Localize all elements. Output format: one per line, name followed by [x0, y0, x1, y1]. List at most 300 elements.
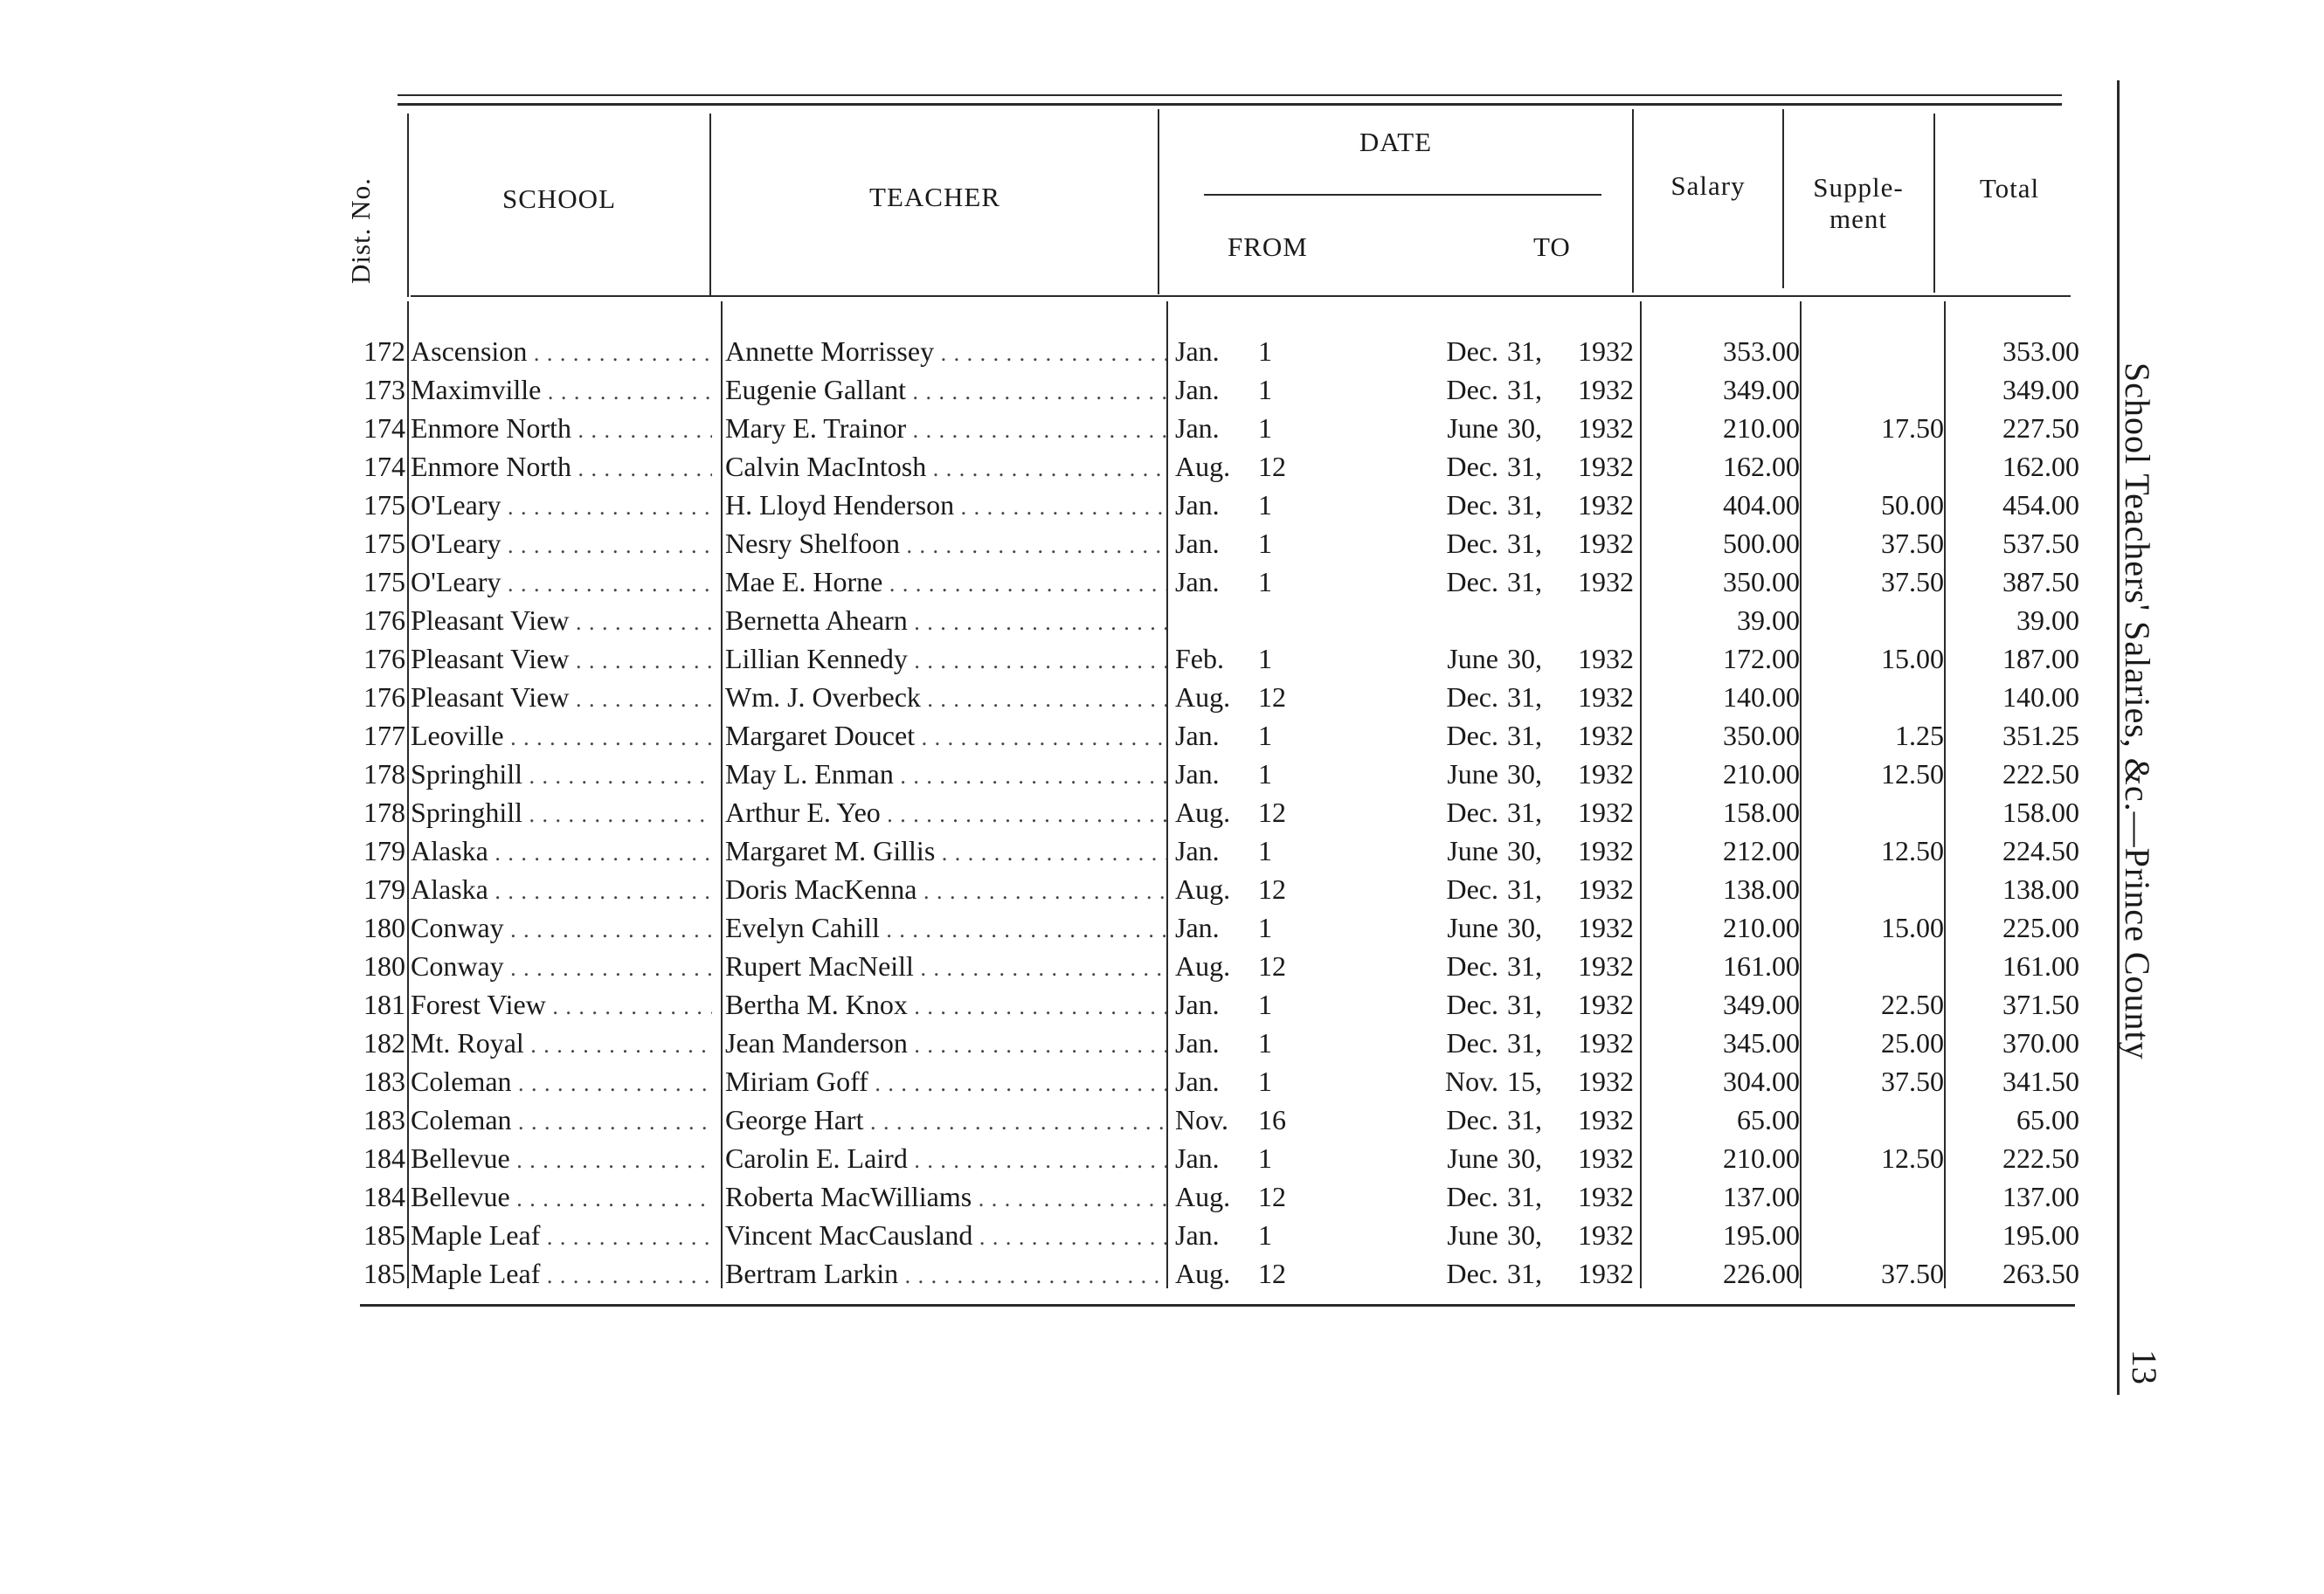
teacher-cell: Doris MacKenna . . . — [725, 873, 1166, 906]
salary-cell: 195.00 — [1723, 1219, 1800, 1251]
to-year-cell: 1932 — [1578, 566, 1634, 597]
total-cell: 351.25 — [2002, 720, 2079, 751]
total-cell: 227.50 — [2002, 412, 2079, 444]
salary-table-body — [0, 330, 2324, 1291]
to-month-cell: Dec. — [1446, 1027, 1498, 1059]
to-day-cell: 31, — [1507, 797, 1542, 828]
to-year-cell: 1932 — [1578, 374, 1634, 405]
to-year-cell: 1932 — [1578, 528, 1634, 559]
dist-cell: 184 — [363, 1142, 405, 1174]
from-day-cell: 1 — [1258, 374, 1272, 405]
supplement-cell: 37.50 — [1881, 1066, 1944, 1097]
to-month-cell: Dec. — [1446, 681, 1498, 713]
total-cell: 371.50 — [2002, 989, 2079, 1020]
to-year-cell: 1932 — [1578, 1181, 1634, 1212]
school-cell: Enmore North . . . — [411, 451, 712, 483]
supplement-cell: 37.50 — [1881, 566, 1944, 597]
from-month-cell: Jan. — [1175, 989, 1220, 1020]
table-row — [0, 1176, 2324, 1214]
to-year-cell: 1932 — [1578, 797, 1634, 828]
to-day-cell: 30, — [1507, 1219, 1542, 1251]
teacher-cell: Margaret Doucet . . . — [725, 720, 1166, 752]
from-month-cell: Aug. — [1175, 950, 1231, 982]
supplement-cell: 12.50 — [1881, 835, 1944, 866]
date-header: DATE — [1359, 127, 1433, 157]
to-month-cell: Dec. — [1446, 566, 1498, 597]
dist-cell: 178 — [363, 758, 405, 790]
total-cell: 370.00 — [2002, 1027, 2079, 1059]
table-row — [0, 1022, 2324, 1060]
from-month-cell: Jan. — [1175, 1066, 1220, 1097]
total-cell: 263.50 — [2002, 1258, 2079, 1289]
total-header: Total — [1979, 173, 2040, 204]
supplement-cell: 22.50 — [1881, 989, 1944, 1020]
from-day-cell: 1 — [1258, 1066, 1272, 1097]
from-day-cell: 12 — [1258, 873, 1286, 905]
teacher-cell: Rupert MacNeill . . . — [725, 950, 1166, 983]
header-divider-school — [709, 114, 711, 297]
date-subheader-rule — [1204, 194, 1601, 196]
from-month-cell: Aug. — [1175, 873, 1231, 905]
to-year-cell: 1932 — [1578, 451, 1634, 482]
teacher-cell: Bertha M. Knox . . . — [725, 989, 1166, 1021]
table-row — [0, 1214, 2324, 1252]
table-row — [0, 676, 2324, 714]
to-year-cell: 1932 — [1578, 412, 1634, 444]
school-cell: Maple Leaf . . . — [411, 1219, 712, 1252]
table-row — [0, 868, 2324, 907]
dist-cell: 176 — [363, 681, 405, 713]
table-row — [0, 522, 2324, 561]
dist-cell: 178 — [363, 797, 405, 828]
school-cell: Springhill . . . — [411, 758, 712, 790]
to-month-cell: Dec. — [1446, 797, 1498, 828]
total-cell: 138.00 — [2002, 873, 2079, 905]
school-cell: Conway . . . — [411, 912, 712, 944]
from-month-cell: Aug. — [1175, 1258, 1231, 1289]
salary-cell: 162.00 — [1723, 451, 1800, 482]
to-day-cell: 31, — [1507, 873, 1542, 905]
from-day-cell: 1 — [1258, 1219, 1272, 1251]
teacher-cell: H. Lloyd Henderson . . . — [725, 489, 1166, 521]
salary-cell: 404.00 — [1723, 489, 1800, 521]
to-day-cell: 31, — [1507, 566, 1542, 597]
from-month-cell: Nov. — [1175, 1104, 1229, 1135]
school-cell: Mt. Royal . . . — [411, 1027, 712, 1059]
to-day-cell: 31, — [1507, 989, 1542, 1020]
school-cell: Springhill . . . — [411, 797, 712, 829]
teacher-cell: Eugenie Gallant . . . — [725, 374, 1166, 406]
salary-cell: 138.00 — [1723, 873, 1800, 905]
salary-cell: 226.00 — [1723, 1258, 1800, 1289]
to-month-cell: Dec. — [1446, 1181, 1498, 1212]
teacher-cell: Lillian Kennedy . . . — [725, 643, 1166, 675]
school-cell: Enmore North . . . — [411, 412, 712, 445]
to-year-cell: 1932 — [1578, 643, 1634, 674]
supplement-cell: 37.50 — [1881, 1258, 1944, 1289]
from-day-cell: 12 — [1258, 797, 1286, 828]
to-year-cell: 1932 — [1578, 1219, 1634, 1251]
to-month-cell: June — [1447, 912, 1498, 943]
from-month-cell: Jan. — [1175, 835, 1220, 866]
total-cell: 158.00 — [2002, 797, 2079, 828]
teacher-cell: Calvin MacIntosh . . . — [725, 451, 1166, 483]
to-month-cell: Dec. — [1446, 1258, 1498, 1289]
teacher-cell: Margaret M. Gillis . . . — [725, 835, 1166, 867]
from-day-cell: 1 — [1258, 758, 1272, 790]
from-month-cell: Jan. — [1175, 1219, 1220, 1251]
from-month-cell: Feb. — [1175, 643, 1224, 674]
school-cell: Alaska . . . — [411, 835, 712, 867]
total-cell: 137.00 — [2002, 1181, 2079, 1212]
supplement-cell: 25.00 — [1881, 1027, 1944, 1059]
supplement-cell: 37.50 — [1881, 528, 1944, 559]
to-year-cell: 1932 — [1578, 489, 1634, 521]
to-month-cell: Dec. — [1446, 1104, 1498, 1135]
salary-cell: 65.00 — [1737, 1104, 1800, 1135]
teacher-cell: Vincent MacCausland . . . — [725, 1219, 1166, 1252]
teacher-cell: Mary E. Trainor . . . — [725, 412, 1166, 445]
table-row — [0, 638, 2324, 676]
header-divider-dist — [407, 114, 409, 297]
table-row — [0, 791, 2324, 830]
school-header: SCHOOL — [501, 183, 616, 214]
from-day-cell: 12 — [1258, 681, 1286, 713]
dist-cell: 181 — [363, 989, 405, 1020]
to-month-cell: Dec. — [1446, 873, 1498, 905]
dist-cell: 173 — [363, 374, 405, 405]
teacher-cell: Carolin E. Laird . . . — [725, 1142, 1166, 1175]
teacher-cell: Bertram Larkin . . . — [725, 1258, 1166, 1290]
teacher-cell: Nesry Shelfoon . . . — [725, 528, 1166, 560]
salary-cell: 137.00 — [1723, 1181, 1800, 1212]
to-day-cell: 31, — [1507, 1181, 1542, 1212]
school-cell: Forest View . . . — [411, 989, 712, 1021]
to-month-cell: Nov. — [1444, 1066, 1498, 1097]
to-year-cell: 1932 — [1578, 835, 1634, 866]
table-row — [0, 753, 2324, 791]
total-cell: 387.50 — [2002, 566, 2079, 597]
school-cell: Coleman . . . — [411, 1066, 712, 1098]
to-month-cell: June — [1447, 835, 1498, 866]
to-year-cell: 1932 — [1578, 681, 1634, 713]
salary-cell: 350.00 — [1723, 566, 1800, 597]
table-row — [0, 1252, 2324, 1291]
dist-cell: 175 — [363, 566, 405, 597]
school-cell: Pleasant View . . . — [411, 681, 712, 714]
salary-cell: 161.00 — [1723, 950, 1800, 982]
table-row — [0, 983, 2324, 1022]
from-day-cell: 12 — [1258, 950, 1286, 982]
salary-cell: 210.00 — [1723, 412, 1800, 444]
table-row — [0, 907, 2324, 945]
school-cell: Pleasant View . . . — [411, 643, 712, 675]
salary-cell: 500.00 — [1723, 528, 1800, 559]
to-year-cell: 1932 — [1578, 989, 1634, 1020]
to-day-cell: 31, — [1507, 950, 1542, 982]
from-month-cell: Jan. — [1175, 489, 1220, 521]
from-month-cell: Jan. — [1175, 566, 1220, 597]
to-day-cell: 30, — [1507, 758, 1542, 790]
top-rule-2 — [398, 103, 2062, 106]
teacher-cell: Roberta MacWilliams . . . — [725, 1181, 1166, 1213]
dist-cell: 179 — [363, 873, 405, 905]
to-month-cell: Dec. — [1446, 528, 1498, 559]
dist-cell: 174 — [363, 451, 405, 482]
to-day-cell: 30, — [1507, 912, 1542, 943]
to-month-cell: Dec. — [1446, 335, 1498, 367]
salary-cell: 349.00 — [1723, 989, 1800, 1020]
from-day-cell: 1 — [1258, 835, 1272, 866]
teacher-cell: Miriam Goff . . . — [725, 1066, 1166, 1098]
salary-cell: 353.00 — [1723, 335, 1800, 367]
total-cell: 140.00 — [2002, 681, 2079, 713]
table-row — [0, 1060, 2324, 1099]
from-day-cell: 1 — [1258, 335, 1272, 367]
from-month-cell: Jan. — [1175, 528, 1220, 559]
from-month-cell: Jan. — [1175, 335, 1220, 367]
header-divider-teacher — [1158, 109, 1159, 294]
teacher-header: TEACHER — [869, 182, 1000, 212]
school-cell: Alaska . . . — [411, 873, 712, 906]
school-cell: Maximville . . . — [411, 374, 712, 406]
table-row — [0, 330, 2324, 369]
table-row — [0, 445, 2324, 484]
from-month-cell: Jan. — [1175, 374, 1220, 405]
to-day-cell: 31, — [1507, 335, 1542, 367]
teacher-cell: Jean Manderson . . . — [725, 1027, 1166, 1059]
total-cell: 353.00 — [2002, 335, 2079, 367]
school-cell: Bellevue . . . — [411, 1142, 712, 1175]
from-day-cell: 1 — [1258, 489, 1272, 521]
to-day-cell: 31, — [1507, 1104, 1542, 1135]
supplement-header-line1: Supple- — [1813, 172, 1904, 203]
salary-cell: 210.00 — [1723, 912, 1800, 943]
teacher-cell: Bernetta Ahearn . . . — [725, 604, 1166, 637]
to-year-cell: 1932 — [1578, 950, 1634, 982]
from-day-cell: 1 — [1258, 720, 1272, 751]
to-year-cell: 1932 — [1578, 1066, 1634, 1097]
from-day-cell: 12 — [1258, 451, 1286, 482]
supplement-cell: 12.50 — [1881, 758, 1944, 790]
bottom-rule — [360, 1304, 2075, 1307]
from-day-cell: 1 — [1258, 1142, 1272, 1174]
salary-cell: 350.00 — [1723, 720, 1800, 751]
total-cell: 65.00 — [2016, 1104, 2079, 1135]
from-day-cell: 12 — [1258, 1258, 1286, 1289]
supplement-cell: 1.25 — [1895, 720, 1944, 751]
dist-no-header: Dist. No. — [345, 177, 376, 284]
salary-cell: 212.00 — [1723, 835, 1800, 866]
from-month-cell: Jan. — [1175, 720, 1220, 751]
school-cell: O'Leary . . . — [411, 566, 712, 598]
salary-cell: 158.00 — [1723, 797, 1800, 828]
to-month-cell: Dec. — [1446, 374, 1498, 405]
from-month-cell: Aug. — [1175, 681, 1231, 713]
to-year-cell: 1932 — [1578, 912, 1634, 943]
school-cell: Coleman . . . — [411, 1104, 712, 1136]
to-day-cell: 30, — [1507, 835, 1542, 866]
table-row — [0, 561, 2324, 599]
to-month-cell: June — [1447, 1219, 1498, 1251]
total-cell: 341.50 — [2002, 1066, 2079, 1097]
teacher-cell: May L. Enman . . . — [725, 758, 1166, 790]
table-row — [0, 484, 2324, 522]
dist-cell: 174 — [363, 412, 405, 444]
to-month-cell: Dec. — [1446, 451, 1498, 482]
dist-cell: 182 — [363, 1027, 405, 1059]
supplement-cell: 17.50 — [1881, 412, 1944, 444]
to-month-cell: June — [1447, 758, 1498, 790]
table-row — [0, 1137, 2324, 1176]
total-cell: 187.00 — [2002, 643, 2079, 674]
to-day-cell: 31, — [1507, 528, 1542, 559]
dist-cell: 183 — [363, 1066, 405, 1097]
from-day-cell: 1 — [1258, 643, 1272, 674]
teacher-cell: George Hart . . . — [725, 1104, 1166, 1136]
from-day-cell: 1 — [1258, 1027, 1272, 1059]
table-row — [0, 407, 2324, 445]
to-year-cell: 1932 — [1578, 335, 1634, 367]
dist-cell: 176 — [363, 643, 405, 674]
teacher-cell: Annette Morrissey . . . — [725, 335, 1166, 368]
total-cell: 454.00 — [2002, 489, 2079, 521]
total-cell: 224.50 — [2002, 835, 2079, 866]
to-header: TO — [1533, 231, 1571, 262]
table-row — [0, 599, 2324, 638]
from-day-cell: 1 — [1258, 566, 1272, 597]
school-cell: O'Leary . . . — [411, 489, 712, 521]
teacher-cell: Arthur E. Yeo . . . — [725, 797, 1166, 829]
from-month-cell: Jan. — [1175, 412, 1220, 444]
from-month-cell: Jan. — [1175, 1142, 1220, 1174]
from-month-cell: Jan. — [1175, 1027, 1220, 1059]
supplement-header-line2: ment — [1829, 204, 1887, 234]
to-year-cell: 1932 — [1578, 1142, 1634, 1174]
to-year-cell: 1932 — [1578, 873, 1634, 905]
from-day-cell: 1 — [1258, 912, 1272, 943]
to-month-cell: Dec. — [1446, 489, 1498, 521]
supplement-cell: 12.50 — [1881, 1142, 1944, 1174]
total-cell: 225.00 — [2002, 912, 2079, 943]
teacher-cell: Mae E. Horne . . . — [725, 566, 1166, 598]
teacher-cell: Evelyn Cahill . . . — [725, 912, 1166, 944]
total-cell: 162.00 — [2002, 451, 2079, 482]
from-day-cell: 1 — [1258, 412, 1272, 444]
to-year-cell: 1932 — [1578, 720, 1634, 751]
to-year-cell: 1932 — [1578, 1258, 1634, 1289]
total-cell: 222.50 — [2002, 758, 2079, 790]
total-cell: 222.50 — [2002, 1142, 2079, 1174]
to-day-cell: 31, — [1507, 489, 1542, 521]
supplement-cell: 15.00 — [1881, 912, 1944, 943]
top-rule-1 — [398, 94, 2062, 96]
salary-cell: 345.00 — [1723, 1027, 1800, 1059]
page-number: 13 — [2125, 1349, 2164, 1384]
to-day-cell: 30, — [1507, 643, 1542, 674]
to-day-cell: 31, — [1507, 1258, 1542, 1289]
salary-cell: 140.00 — [1723, 681, 1800, 713]
total-cell: 537.50 — [2002, 528, 2079, 559]
table-row — [0, 1099, 2324, 1137]
from-day-cell: 1 — [1258, 528, 1272, 559]
salary-cell: 39.00 — [1737, 604, 1800, 636]
running-title: School Teachers' Salaries, &c.—Prince County — [2118, 362, 2157, 1060]
to-year-cell: 1932 — [1578, 1027, 1634, 1059]
dist-cell: 179 — [363, 835, 405, 866]
to-month-cell: June — [1447, 412, 1498, 444]
to-day-cell: 15, — [1507, 1066, 1542, 1097]
dist-cell: 185 — [363, 1258, 405, 1289]
to-month-cell: Dec. — [1446, 950, 1498, 982]
from-month-cell: Jan. — [1175, 758, 1220, 790]
salary-cell: 349.00 — [1723, 374, 1800, 405]
from-day-cell: 12 — [1258, 1181, 1286, 1212]
school-cell: O'Leary . . . — [411, 528, 712, 560]
school-cell: Maple Leaf . . . — [411, 1258, 712, 1290]
dist-cell: 185 — [363, 1219, 405, 1251]
from-day-cell: 1 — [1258, 989, 1272, 1020]
to-day-cell: 30, — [1507, 412, 1542, 444]
dist-cell: 180 — [363, 950, 405, 982]
salary-header: Salary — [1670, 170, 1746, 201]
dist-cell: 184 — [363, 1181, 405, 1212]
dist-cell: 172 — [363, 335, 405, 367]
from-day-cell: 16 — [1258, 1104, 1286, 1135]
to-month-cell: June — [1447, 643, 1498, 674]
dist-cell: 176 — [363, 604, 405, 636]
total-cell: 39.00 — [2016, 604, 2079, 636]
salary-cell: 304.00 — [1723, 1066, 1800, 1097]
to-month-cell: Dec. — [1446, 989, 1498, 1020]
dist-cell: 175 — [363, 528, 405, 559]
total-cell: 195.00 — [2002, 1219, 2079, 1251]
school-cell: Conway . . . — [411, 950, 712, 983]
salary-cell: 210.00 — [1723, 758, 1800, 790]
dist-cell: 177 — [363, 720, 405, 751]
school-cell: Pleasant View . . . — [411, 604, 712, 637]
header-bottom-rule — [411, 295, 2071, 297]
from-month-cell: Aug. — [1175, 1181, 1231, 1212]
to-month-cell: Dec. — [1446, 720, 1498, 751]
from-month-cell: Aug. — [1175, 797, 1231, 828]
to-day-cell: 31, — [1507, 681, 1542, 713]
table-row — [0, 945, 2324, 983]
from-month-cell: Jan. — [1175, 912, 1220, 943]
supplement-cell: 50.00 — [1881, 489, 1944, 521]
to-day-cell: 31, — [1507, 1027, 1542, 1059]
table-row — [0, 830, 2324, 868]
school-cell: Ascension . . . — [411, 335, 712, 368]
dist-cell: 180 — [363, 912, 405, 943]
salary-cell: 172.00 — [1723, 643, 1800, 674]
dist-cell: 175 — [363, 489, 405, 521]
to-year-cell: 1932 — [1578, 758, 1634, 790]
from-month-cell: Aug. — [1175, 451, 1231, 482]
dist-cell: 183 — [363, 1104, 405, 1135]
table-row — [0, 369, 2324, 407]
salary-cell: 210.00 — [1723, 1142, 1800, 1174]
to-day-cell: 31, — [1507, 451, 1542, 482]
total-cell: 161.00 — [2002, 950, 2079, 982]
to-month-cell: June — [1447, 1142, 1498, 1174]
table-row — [0, 714, 2324, 753]
to-day-cell: 30, — [1507, 1142, 1542, 1174]
supplement-cell: 15.00 — [1881, 643, 1944, 674]
school-cell: Bellevue . . . — [411, 1181, 712, 1213]
to-day-cell: 31, — [1507, 720, 1542, 751]
to-day-cell: 31, — [1507, 374, 1542, 405]
